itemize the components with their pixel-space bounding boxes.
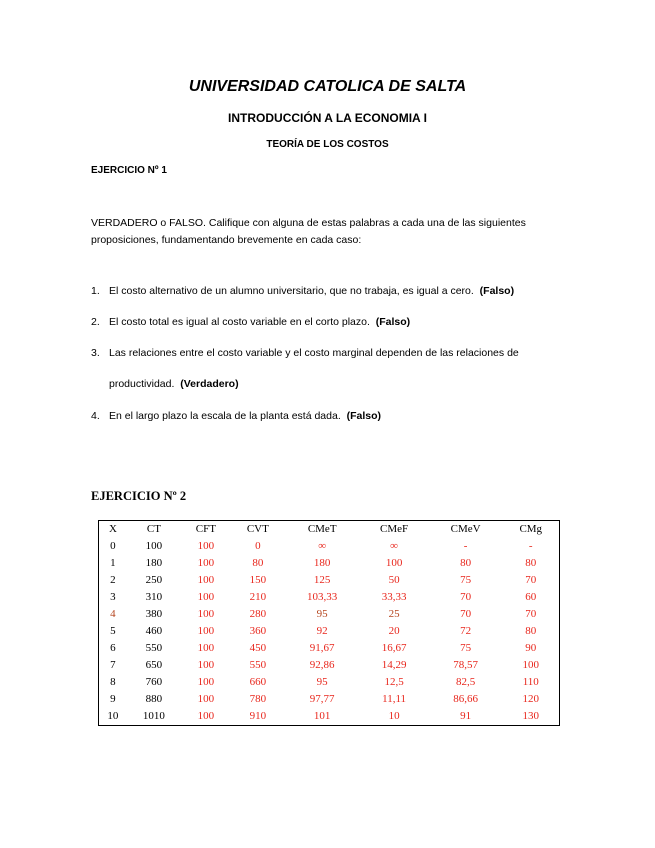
table-cell: 70: [525, 608, 537, 620]
table-cell: 100: [522, 659, 539, 671]
table-cell: 95: [316, 676, 328, 688]
table-cell: 70: [460, 591, 472, 603]
table-cell: ∞: [390, 540, 398, 552]
table-cell: 95: [316, 608, 328, 620]
table-cell: -: [463, 540, 468, 552]
list-item: [91, 410, 381, 422]
table-cell: 14,29: [381, 659, 407, 671]
table-cell: 92: [316, 625, 328, 637]
table-cell: 100: [197, 540, 215, 552]
table-cell: ∞: [318, 540, 327, 552]
table-cell: 75: [460, 642, 472, 654]
table-cell: 450: [249, 642, 267, 654]
table-cell: 100: [197, 608, 215, 620]
table-cell: 1010: [142, 710, 165, 722]
table-row: [99, 606, 560, 623]
table-cell: 100: [197, 693, 215, 705]
cost-table: [98, 520, 560, 726]
table-cell: 100: [145, 540, 163, 552]
table-cell: 82,5: [455, 676, 476, 688]
table-cell: 101: [313, 710, 331, 722]
table-cell: 72: [460, 625, 472, 637]
table-cell: 150: [249, 574, 267, 586]
table-cell: 310: [145, 591, 163, 603]
table-row: [99, 538, 560, 555]
table-row: [99, 674, 560, 691]
table-cell: 50: [388, 574, 400, 586]
table-cell: 103,33: [307, 591, 338, 603]
table-cell: 60: [525, 591, 537, 603]
table-cell: 100: [197, 676, 215, 688]
table-row: [99, 708, 560, 726]
table-cell: 100: [197, 625, 215, 637]
table-row: [99, 623, 560, 640]
table-cell: 760: [145, 676, 163, 688]
table-body: [99, 538, 560, 726]
table-cell: 0: [255, 540, 261, 552]
table-row: [99, 657, 560, 674]
column-header: CT: [146, 523, 161, 535]
table-cell: 100: [197, 557, 215, 569]
list-item: [91, 285, 514, 297]
item-text: El costo alternativo de un alumno universitario, que no trabaja, es igual a cero.: [109, 285, 474, 297]
table-cell: 130: [522, 710, 539, 722]
table-cell: 4: [110, 608, 116, 620]
table-cell: 120: [522, 693, 539, 705]
table-cell: 100: [197, 574, 215, 586]
column-header: CMg: [519, 523, 543, 535]
column-header: CMeF: [380, 523, 409, 535]
table-cell: 2: [110, 574, 116, 586]
exercise-1-title: EJERCICIO Nº 1: [91, 165, 167, 176]
table-cell: 380: [145, 608, 163, 620]
table-cell: 910: [249, 710, 267, 722]
table-cell: 10: [388, 710, 400, 722]
column-header: X: [108, 523, 117, 535]
table-cell: 75: [460, 574, 472, 586]
table-cell: 78,57: [453, 659, 478, 671]
table-cell: 125: [313, 574, 331, 586]
table-cell: 80: [460, 557, 472, 569]
item-number: 3.: [91, 347, 100, 359]
table-cell: 70: [460, 608, 472, 620]
exercise-1-intro: VERDADERO o FALSO. Califique con alguna de estas palabras a cada una de las siguientes proposiciones, fundamentando brevemente en cada caso:: [91, 217, 526, 246]
table-cell: 10: [107, 710, 119, 722]
topic-title: TEORÍA DE LOS COSTOS: [266, 139, 389, 150]
table-cell: 110: [522, 676, 539, 688]
university-title: UNIVERSIDAD CATOLICA DE SALTA: [188, 78, 467, 95]
item-answer: (Verdadero): [180, 378, 239, 390]
item-text: En el largo plazo la escala de la planta está dada.: [109, 410, 341, 422]
item-answer: (Falso): [375, 316, 411, 328]
table-cell: 92,86: [309, 659, 335, 671]
table-cell: 25: [388, 608, 400, 620]
table-cell: 80: [525, 557, 537, 569]
table-cell: 660: [249, 676, 267, 688]
table-cell: 97,77: [309, 693, 335, 705]
table-cell: 460: [145, 625, 163, 637]
table-cell: -: [528, 540, 533, 552]
table-cell: 70: [525, 574, 537, 586]
item-number: 1.: [91, 285, 100, 297]
table-cell: 86,66: [453, 693, 478, 705]
table-cell: 180: [313, 557, 331, 569]
table-cell: 5: [110, 625, 116, 637]
item-number: 2.: [91, 316, 100, 328]
list-item: [91, 347, 519, 359]
column-header: CMeV: [450, 523, 481, 535]
column-header: CFT: [195, 523, 216, 535]
table-cell: 210: [249, 591, 267, 603]
table-cell: 33,33: [381, 591, 407, 603]
column-header: CMeT: [307, 523, 337, 535]
item-text: productividad.: [109, 378, 175, 390]
table-row: [99, 555, 560, 572]
item-text: El costo total es igual al costo variable en el corto plazo.: [109, 316, 370, 328]
item-number: 4.: [91, 410, 100, 422]
column-header: CVT: [246, 523, 269, 535]
table-cell: 7: [110, 659, 116, 671]
table-cell: 100: [197, 710, 215, 722]
table-cell: 180: [145, 557, 163, 569]
table-cell: 80: [525, 625, 537, 637]
table-cell: 100: [197, 642, 215, 654]
table-cell: 780: [249, 693, 267, 705]
list-item: [91, 316, 410, 328]
table-cell: 12,5: [384, 676, 404, 688]
table-row: [99, 589, 560, 606]
table-cell: 1: [110, 557, 116, 569]
table-cell: 280: [249, 608, 267, 620]
table-cell: 250: [145, 574, 163, 586]
item-text: Las relaciones entre el costo variable y el costo marginal dependen de las relaciones de: [109, 347, 519, 359]
table-cell: 550: [249, 659, 267, 671]
table-cell: 0: [110, 540, 116, 552]
table-cell: 550: [145, 642, 163, 654]
table-cell: 880: [145, 693, 163, 705]
list-item-continuation: [109, 378, 239, 390]
table-cell: 80: [252, 557, 264, 569]
table-cell: 91,67: [309, 642, 335, 654]
table-cell: 91: [460, 710, 472, 722]
table-cell: 16,67: [381, 642, 407, 654]
table-row: [99, 640, 560, 657]
table-header-row: [99, 521, 560, 539]
item-answer: (Falso): [479, 285, 515, 297]
table-cell: 3: [110, 591, 116, 603]
course-title: INTRODUCCIÓN A LA ECONOMIA I: [228, 111, 427, 125]
table-cell: 20: [388, 625, 400, 637]
table-cell: 100: [197, 591, 215, 603]
table-cell: 100: [385, 557, 403, 569]
table-cell: 360: [249, 625, 267, 637]
table-cell: 11,11: [382, 693, 407, 705]
table-cell: 650: [145, 659, 163, 671]
table-cell: 9: [110, 693, 116, 705]
table-row: [99, 691, 560, 708]
table-cell: 100: [197, 659, 215, 671]
table-cell: 6: [110, 642, 116, 654]
table-cell: 90: [525, 642, 537, 654]
table-cell: 8: [110, 676, 116, 688]
exercise-2-title: EJERCICIO Nº 2: [91, 489, 187, 503]
table-row: [99, 572, 560, 589]
item-answer: (Falso): [346, 410, 382, 422]
